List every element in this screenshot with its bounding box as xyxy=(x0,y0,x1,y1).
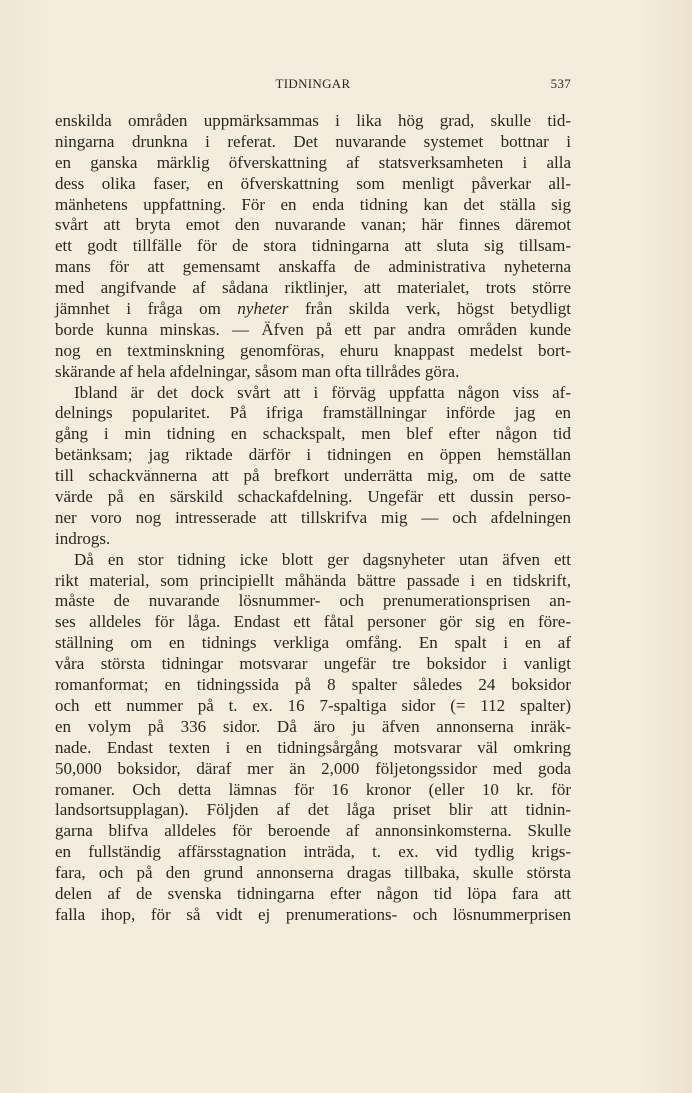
text-line: ningarna drunkna i referat. Det nuvarande systemet bottnar i xyxy=(55,131,571,151)
text-line: rikt material, som principiellt måhända bättre passade i en tidskrift, xyxy=(55,570,571,590)
text-line: romanformat; en tidningssida på 8 spalter således 24 boksidor xyxy=(55,675,571,695)
text-line: fara, och på den grund annonserna dragas tillbaka, skulle största xyxy=(55,863,571,883)
text-line: en volym på 336 sidor. Då äro ju äfven annonserna inräk- xyxy=(55,716,571,736)
paragraph xyxy=(55,111,571,383)
body-text xyxy=(55,111,571,926)
text-line: garna blifva alldeles för beroende af annonsinkomsterna. Skulle xyxy=(55,821,571,841)
text-line: nade. Endast texten i en tidningsårgång motsvarar väl omkring xyxy=(55,737,571,757)
text-line: ner voro nog intresserade att tillskrifva mig — och afdelningen xyxy=(55,507,571,527)
text-line: ses alldeles för låga. Endast ett fåtal personer gör sig en före- xyxy=(55,612,571,632)
running-title: TIDNINGAR xyxy=(275,76,351,91)
text-line: skärande af hela afdelningar, såsom man ofta tillrådes göra. xyxy=(55,361,460,381)
running-head xyxy=(55,76,571,94)
text-line: ett godt tillfälle för de stora tidningarna att sluta sig tillsam- xyxy=(55,236,571,256)
text-line: med angifvande af sådana riktlinjer, att materialet, trots större xyxy=(55,278,571,298)
text-line: borde kunna minskas. — Äfven på ett par andra områden kunde xyxy=(55,319,571,339)
text-segment: från skilda verk, högst betydligt xyxy=(288,299,571,319)
text-line: landsortsupplagan). Följden af det låga priset blir att tidnin- xyxy=(55,800,571,820)
paragraph xyxy=(55,383,571,550)
text-line xyxy=(55,299,571,320)
text-line: våra största tidningar motsvarar ungefär tre boksidor i vanligt xyxy=(55,654,571,674)
paragraph xyxy=(55,550,571,926)
text-line: delnings popularitet. På ifriga framställningar införde jag en xyxy=(55,403,571,423)
text-line: 50,000 boksidor, däraf mer än 2,000 följetongssidor med goda xyxy=(55,758,571,778)
text-line: till schackvännerna att på brefkort underrätta mig, om de satte xyxy=(55,466,571,486)
text-line: mänhetens uppfattning. För en enda tidning kan det ställa sig xyxy=(55,194,571,214)
text-line: en fullständig affärsstagnation inträda, t. ex. vid tydlig krigs- xyxy=(55,842,571,862)
text-line: ställning om en tidnings verkliga omfång. En spalt i en af xyxy=(55,633,571,653)
text-line: delen af de svenska tidningarna efter någon tid löpa fara att xyxy=(55,883,571,903)
text-line: nog en textminskning genomföras, ehuru knappast medelst bort- xyxy=(55,340,571,360)
text-line: falla ihop, för så vidt ej prenumerations- och lösnummerprisen xyxy=(55,904,571,924)
text-line: enskilda områden uppmärksammas i lika hög grad, skulle tid- xyxy=(55,111,571,130)
text-line: gång i min tidning en schackspalt, men blef efter någon tid xyxy=(55,424,571,444)
text-line: en ganska märklig öfverskattning af statsverksamheten i alla xyxy=(55,152,571,172)
text-line: måste de nuvarande lösnummer- och prenumerationsprisen an- xyxy=(55,591,571,611)
text-segment: jämnhet i fråga om xyxy=(55,299,238,319)
text-line: Då en stor tidning icke blott ger dagsnyheter utan äfven ett xyxy=(74,549,571,569)
text-line: indrogs. xyxy=(55,528,111,548)
text-line: romaner. Och detta lämnas för 16 kronor (eller 10 kr. för xyxy=(55,779,571,799)
text-line: svårt att bryta emot den nuvarande vanan; här finnes däremot xyxy=(55,215,571,235)
text-line: betänksam; jag riktade därför i tidningen en öppen hemställan xyxy=(55,445,571,465)
text-line: mans för att gemensamt anskaffa de administrativa nyheterna xyxy=(55,257,571,277)
page-number: 537 xyxy=(550,76,571,91)
text-line: och ett nummer på t. ex. 16 7-spaltiga sidor (= 112 spalter) xyxy=(55,695,571,715)
text-line: dess olika faser, en öfverskattning som menligt påverkar all- xyxy=(55,173,571,193)
text-line: Ibland är det dock svårt att i förväg uppfatta någon viss af- xyxy=(74,382,571,402)
text-line: värde på en särskild schackafdelning. Ungefär ett dussin perso- xyxy=(55,487,571,507)
italic-word: nyheter xyxy=(237,299,289,319)
